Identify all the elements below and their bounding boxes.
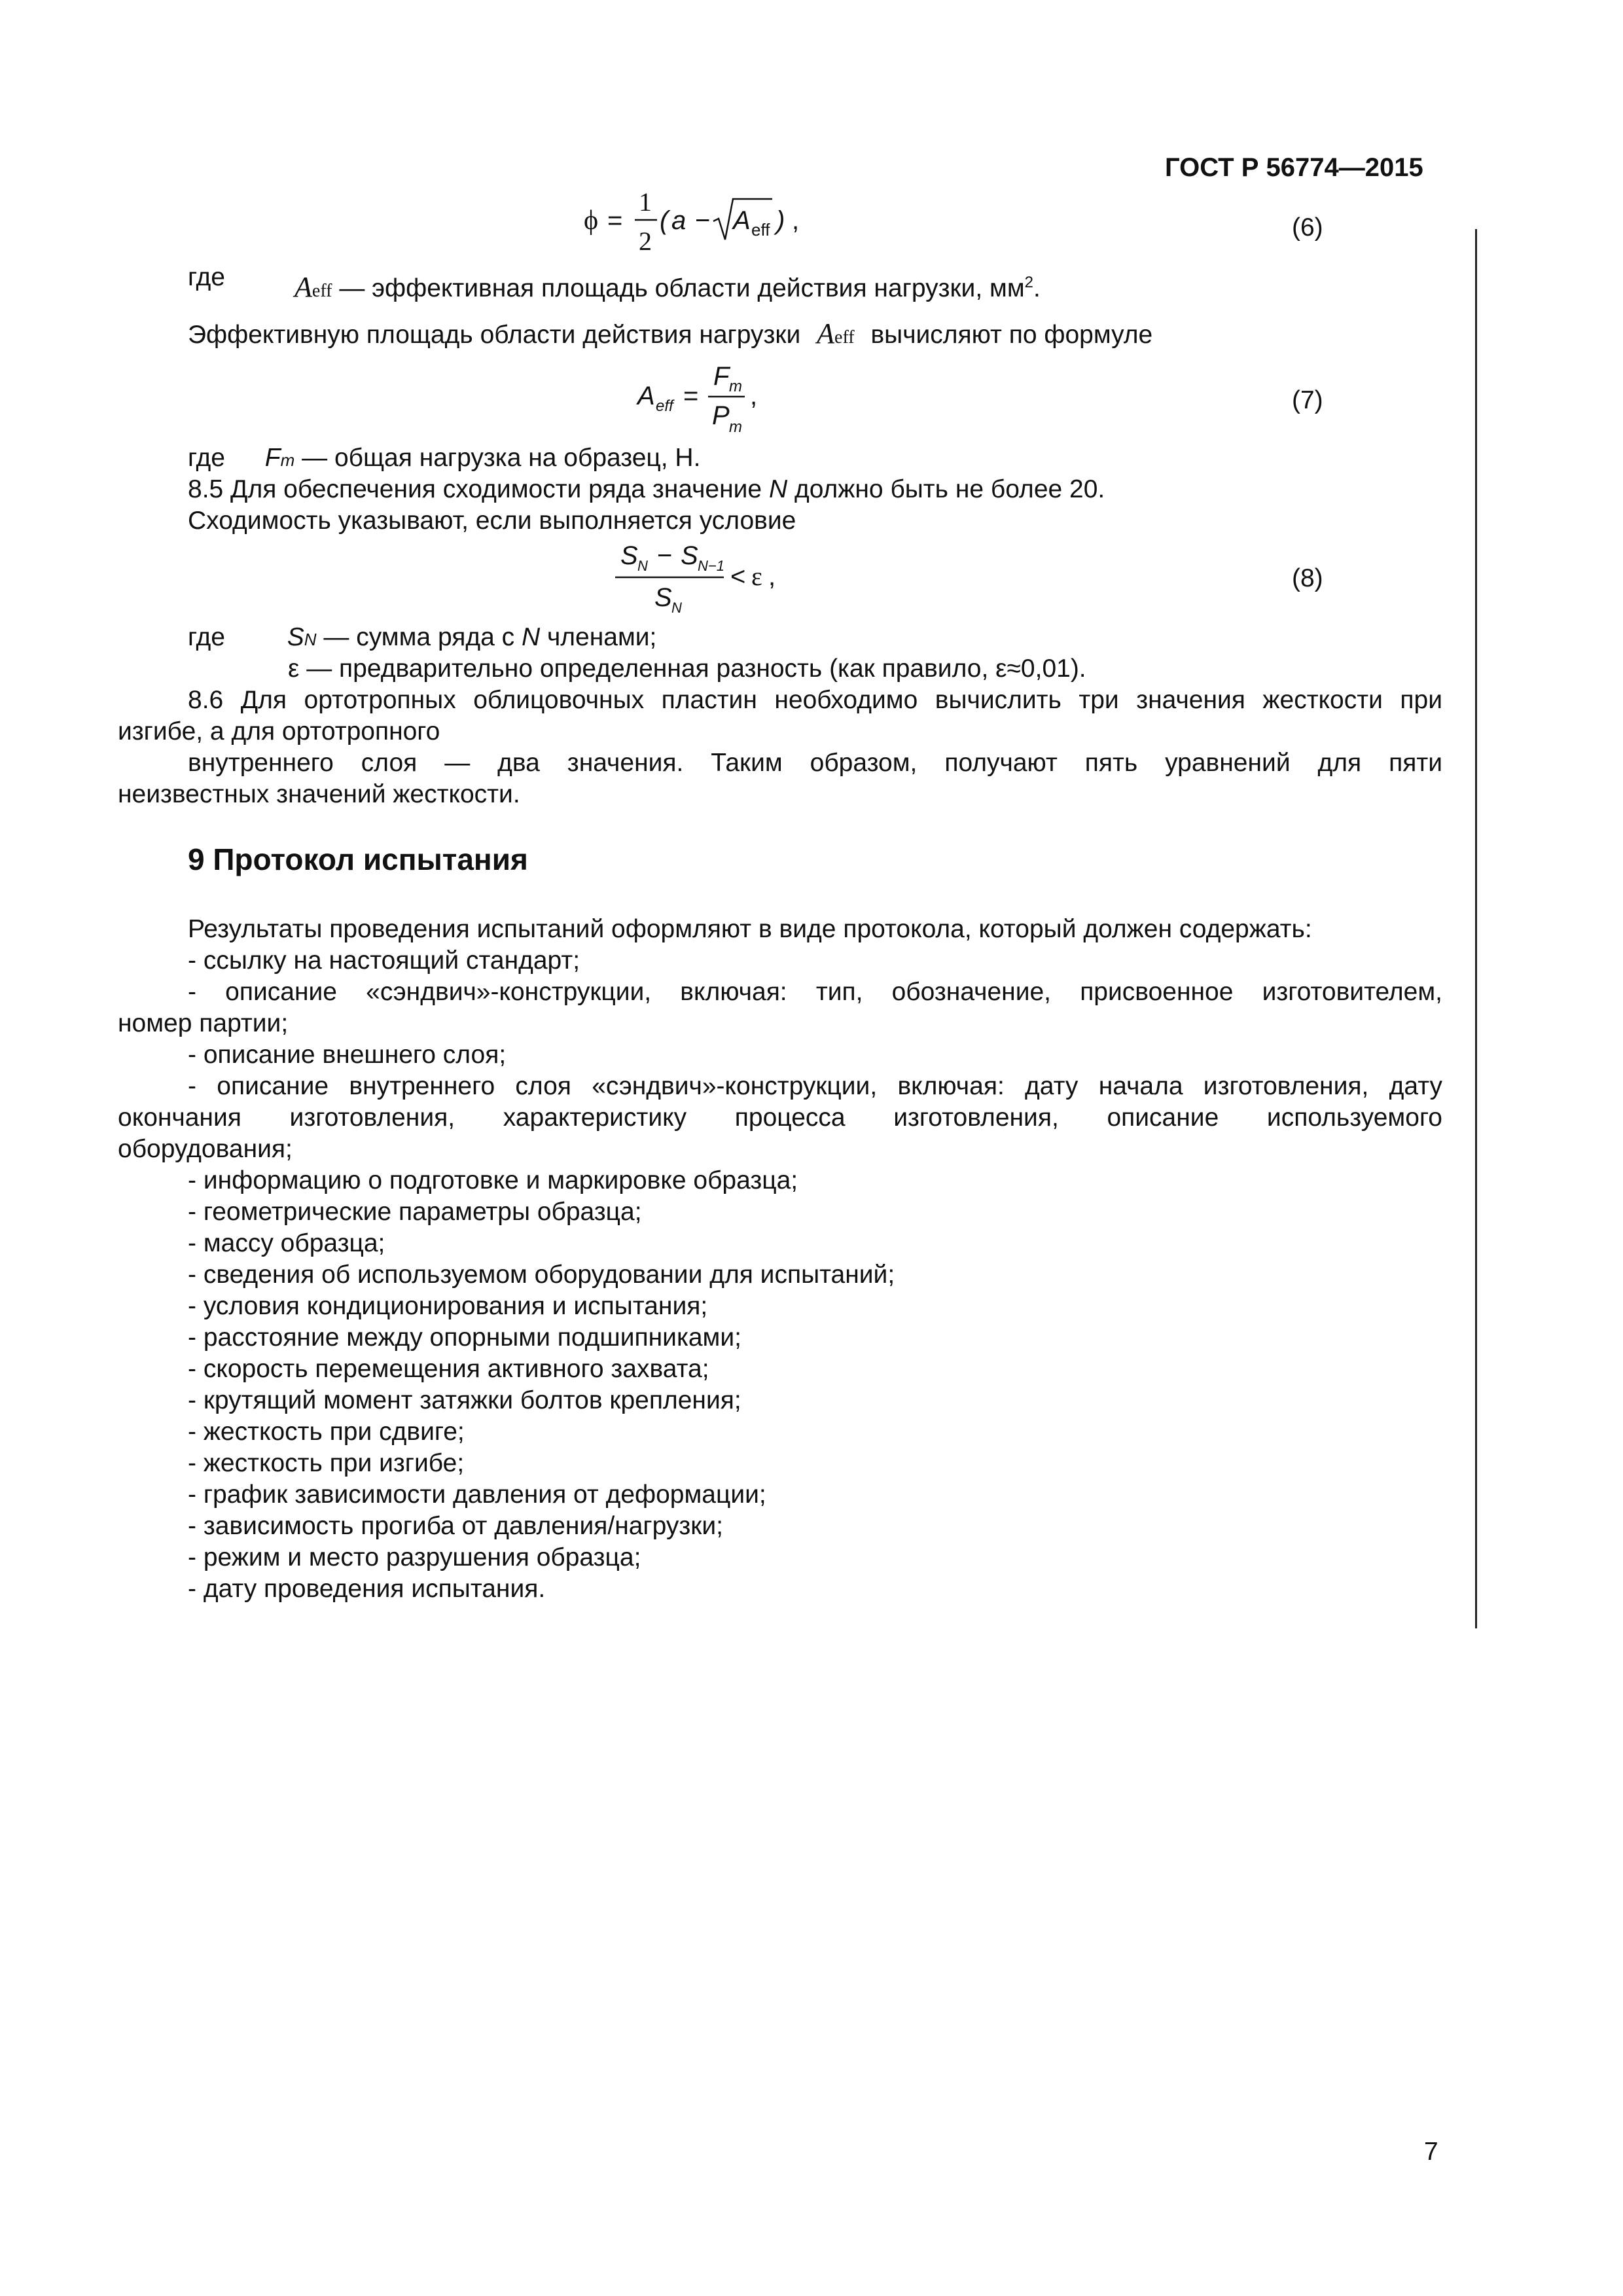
var-A: A bbox=[637, 382, 655, 410]
list-item: - геометрические параметры образца; bbox=[188, 1198, 642, 1226]
var-a: a bbox=[671, 206, 687, 235]
list-item: - сведения об используемом оборудовании для испытаний; bbox=[188, 1261, 895, 1289]
list-item: - жесткость при изгибе; bbox=[188, 1449, 465, 1477]
var-N: N bbox=[521, 623, 541, 651]
clause-8-5 bbox=[188, 474, 1105, 505]
var-S: S bbox=[654, 583, 672, 612]
comma: , bbox=[768, 562, 776, 591]
subscript-m: m bbox=[729, 378, 742, 395]
var-A: A bbox=[294, 271, 312, 303]
var-S: S bbox=[620, 541, 638, 570]
clause-8-6-line-1: 8.6 Для ортотропных облицовочных пластин необходимо вычислить три значения жесткости при bbox=[188, 686, 1442, 714]
equals-sign: = bbox=[683, 382, 699, 410]
where-label-6: где bbox=[188, 263, 225, 291]
list-item: - зависимость прогиба от давления/нагрузки; bbox=[188, 1512, 723, 1540]
var-A: A bbox=[817, 317, 835, 350]
document-code: ГОСТ Р 56774—2015 bbox=[1165, 153, 1423, 182]
intro-text-post: вычисляют по формуле bbox=[870, 321, 1153, 349]
subscript-m: m bbox=[729, 418, 742, 436]
comma: , bbox=[792, 206, 800, 235]
clause-text: должно быть не более 20. bbox=[787, 475, 1105, 503]
subscript-eff: eff bbox=[312, 281, 332, 301]
var-A: A bbox=[733, 206, 751, 235]
var-S: S bbox=[681, 541, 698, 570]
fraction-denominator: 2 bbox=[639, 226, 652, 256]
subscript-N: N bbox=[637, 558, 648, 574]
list-item: - условия кондиционирования и испытания; bbox=[188, 1292, 708, 1320]
clause-8-6-line-3: внутреннего слоя — два значения. Таким образом, получают пять уравнений для пяти bbox=[188, 749, 1442, 777]
list-item: - описание «сэндвич»-конструкции, включая: тип, обозначение, присвоенное изготовителем, bbox=[188, 978, 1442, 1006]
subscript-eff: eff bbox=[751, 220, 770, 240]
list-item: - расстояние между опорными подшипниками; bbox=[188, 1323, 741, 1352]
clause-text: 8.5 Для обеспечения сходимости ряда значение bbox=[188, 475, 769, 503]
left-paren: ( bbox=[660, 206, 669, 235]
subscript-N: N bbox=[671, 600, 682, 616]
page-number: 7 bbox=[1424, 2138, 1438, 2166]
subscript-m: m bbox=[280, 450, 295, 470]
where-label-7: где bbox=[188, 444, 225, 472]
var-F: F bbox=[713, 362, 730, 391]
intro-formula-7 bbox=[188, 318, 1152, 353]
formula-6 bbox=[576, 185, 812, 263]
var-P: P bbox=[712, 401, 730, 430]
list-item: - скорость перемещения активного захвата; bbox=[188, 1355, 709, 1383]
list-item: - крутящий момент затяжки болтов крепления; bbox=[188, 1386, 741, 1414]
list-item-continuation: оборудования; bbox=[118, 1135, 293, 1163]
less-than-sign: < bbox=[730, 562, 746, 591]
list-item-continuation: окончания изготовления, характеристику процесса изготовления, описание используемого bbox=[118, 1103, 1442, 1132]
minus-sign: − bbox=[695, 206, 711, 235]
list-item: - описание внутреннего слоя «сэндвич»-конструкции, включая: дату начала изготовления, дату bbox=[188, 1072, 1442, 1100]
equation-number-7: (7) bbox=[1292, 386, 1323, 414]
equals-sign: = bbox=[607, 206, 623, 235]
where-text: — эффективная площадь области действия нагрузки, мм bbox=[339, 274, 1025, 302]
revision-bar bbox=[1475, 229, 1477, 1628]
section-9-heading: 9 Протокол испытания bbox=[188, 842, 528, 876]
where-label-8: где bbox=[188, 623, 225, 651]
minus-sign: − bbox=[657, 541, 673, 570]
where-line-7 bbox=[188, 442, 700, 476]
clause-8-6-line-2: изгибе, а для ортотропного bbox=[118, 717, 440, 745]
list-item: - массу образца; bbox=[188, 1229, 385, 1257]
where-text: членами; bbox=[540, 623, 657, 651]
subscript-eff: eff bbox=[656, 397, 673, 415]
list-item: - ссылку на настоящий стандарт; bbox=[188, 946, 580, 975]
where-epsilon: ε — предварительно определенная разность (как правило, ε≈0,01). bbox=[288, 655, 1086, 683]
subscript-eff: eff bbox=[834, 327, 855, 348]
intro-text-pre: Эффективную площадь области действия нагрузки bbox=[188, 321, 801, 349]
subscript-N-minus-1: N−1 bbox=[698, 558, 724, 574]
var-N: N bbox=[768, 475, 788, 503]
list-item: - информацию о подготовке и маркировке образца; bbox=[188, 1166, 798, 1194]
equation-number-8: (8) bbox=[1292, 564, 1323, 592]
list-item: - режим и место разрушения образца; bbox=[188, 1543, 641, 1571]
list-item-continuation: номер партии; bbox=[118, 1009, 289, 1037]
where-desc-6 bbox=[294, 267, 1041, 307]
list-item: - дату проведения испытания. bbox=[188, 1575, 546, 1603]
list-item: - график зависимости давления от деформации; bbox=[188, 1480, 766, 1509]
list-item: - жесткость при сдвиге; bbox=[188, 1418, 465, 1446]
where-text: — сумма ряда с bbox=[323, 623, 522, 651]
superscript-2: 2 bbox=[1024, 274, 1033, 291]
phi-symbol: ϕ bbox=[584, 206, 599, 236]
period: . bbox=[1033, 274, 1041, 302]
equation-number-6: (6) bbox=[1292, 213, 1323, 242]
var-S: S bbox=[287, 623, 304, 651]
right-paren: ) bbox=[776, 206, 785, 235]
fraction-numerator: 1 bbox=[639, 187, 652, 217]
clause-8-6-line-4: неизвестных значений жесткости. bbox=[118, 780, 520, 808]
where-text: — общая нагрузка на образец, Н. bbox=[302, 444, 701, 472]
var-F: F bbox=[264, 444, 281, 472]
subscript-N: N bbox=[304, 630, 317, 649]
epsilon-symbol: ε bbox=[751, 562, 762, 591]
formula-8 bbox=[609, 534, 798, 626]
list-item: - описание внешнего слоя; bbox=[188, 1041, 507, 1069]
clause-8-5-condition: Сходимость указывают, если выполняется условие bbox=[188, 507, 796, 535]
section-9-intro: Результаты проведения испытаний оформляют в виде протокола, который должен содержать: bbox=[188, 915, 1312, 943]
formula-7 bbox=[628, 359, 779, 444]
comma: , bbox=[750, 382, 758, 410]
where-line-8 bbox=[188, 622, 656, 655]
